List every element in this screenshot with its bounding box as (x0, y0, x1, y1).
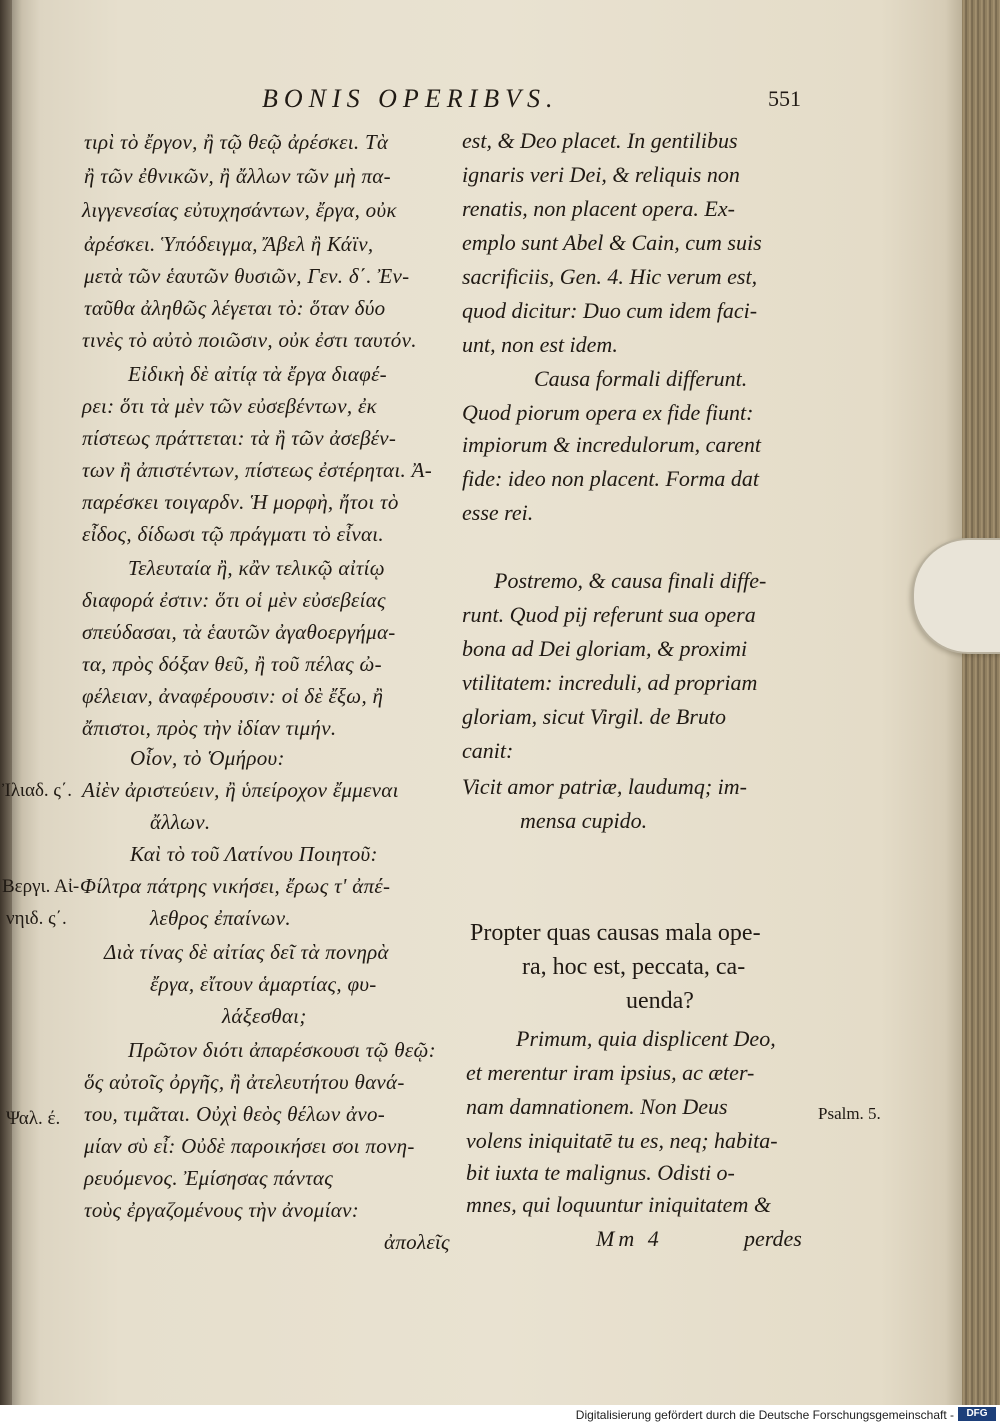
greek-line: ταῦθα ἀληθῶς λέγεται τὸ: ὅταν δύο (84, 296, 386, 320)
latin-line: vtilitatem: increduli, ad propriam (462, 670, 758, 695)
greek-line: ἀρέσκει. Ὑπόδειγμα, Ἄβελ ἢ Κάϊν, (84, 232, 374, 256)
latin-line: volens iniquitatē tu es, neq; habita- (466, 1128, 778, 1153)
margin-note-psalm: Psalm. 5. (818, 1104, 881, 1123)
margin-note: Ψαλ. έ. (6, 1108, 61, 1129)
greek-line: φέλειαν, ἀναφέρουσιν: οἱ δὲ ἔξω, ἢ (82, 684, 384, 708)
greek-line: ἄπιστοι, πρὸς τὴν ἰδίαν τιμήν. (82, 716, 337, 740)
heading-line: ra, hoc est, peccata, ca- (522, 954, 746, 980)
greek-line: ἀπολεῖς (384, 1230, 450, 1254)
latin-line: unt, non est idem. (462, 332, 618, 357)
greek-line: παρέσκει τοιγαρδν. Ἡ μορφὴ, ἤτοι τὸ (82, 490, 399, 514)
greek-line: ρει: ὅτι τὰ μὲν τῶν εὐσεβέντων, ἐκ (82, 394, 377, 418)
latin-line: Vicit amor patriæ, laudumq; im- (462, 774, 747, 799)
greek-line: Οἷον, τὸ Ὁμήρου: (130, 746, 285, 770)
latin-line: canit: (462, 738, 514, 763)
greek-line: των ἢ ἀπιστέντων, πίστεως ἐστέρηται. Ἀ- (82, 458, 433, 482)
greek-line: ρευόμενος. Ἐμίσησας πάντας (84, 1166, 334, 1190)
greek-line: τινὲς τὸ αὐτὸ ποιῶσιν, οὐκ ἐστι ταυτόν. (82, 328, 417, 352)
greek-line: ὅς αὐτοῖς ὀργῆς, ἢ ἀτελευτήτου θανά- (84, 1070, 405, 1094)
greek-line: τα, πρὸς δόξαν θεῦ, ἢ τοῦ πέλας ὠ- (82, 652, 382, 676)
latin-line: nam damnationem. Non Deus (466, 1094, 728, 1119)
greek-line: Αἰὲν ἀριστεύειν, ἢ ὑπείροχον ἔμμεναι (82, 778, 399, 802)
margin-note: Ἰλιαδ. ς΄. (2, 780, 73, 801)
greek-line: πίστεως πράττεται: τὰ ἢ τῶν ἀσεβέν- (82, 426, 397, 450)
greek-line: Φίλτρα πάτρης νικήσει, ἔρως τ' ἀπέ- (80, 874, 391, 898)
greek-line: Πρῶτον διότι ἀπαρέσκουσι τῷ θεῷ: (128, 1038, 436, 1062)
greek-line: ἄλλων. (150, 810, 211, 834)
page-number: 551 (768, 86, 801, 111)
page-edges (962, 0, 1000, 1405)
latin-line: quod dicitur: Duo cum idem faci- (462, 298, 758, 323)
greek-line: μίαν σὺ εἶ: Οὐδὲ παροικήσει σοι πονη- (84, 1134, 415, 1158)
latin-line: emplo sunt Abel & Cain, cum suis (462, 230, 762, 255)
latin-line: esse rei. (462, 500, 534, 525)
latin-line: mensa cupido. (520, 808, 648, 833)
greek-line: Τελευταία ἢ, κἂν τελικῷ αἰτίῳ (128, 556, 385, 580)
greek-line: λεθρος ἐπαίνων. (150, 906, 291, 930)
greek-line: διαφορά ἐστιν: ὅτι οἱ μὲν εὐσεβείας (82, 588, 386, 612)
latin-line: Causa formali differunt. (534, 366, 748, 391)
dfg-logo: DFG (958, 1407, 996, 1421)
page-tab-marker (912, 538, 1000, 654)
latin-line: et merentur iram ipsius, ac æter- (466, 1060, 755, 1085)
latin-line: Quod piorum opera ex fide fiunt: (462, 400, 754, 425)
heading-line: Propter quas causas mala ope- (470, 920, 761, 946)
margin-note: Βεργι. Αἰ- (2, 876, 80, 897)
greek-line: Διὰ τίνας δὲ αἰτίας δεῖ τὰ πονηρὰ (104, 940, 389, 964)
signature-mark: Mm 4 (596, 1226, 663, 1251)
greek-line: Καὶ τὸ τοῦ Λατίνου Ποιητοῦ: (130, 842, 378, 866)
latin-line: runt. Quod pij referunt sua opera (462, 602, 756, 627)
greek-line: λάξεσθαι; (222, 1004, 307, 1028)
latin-line: Primum, quia displicent Deo, (516, 1026, 776, 1051)
greek-line: Εἰδικὴ δὲ αἰτίᾳ τὰ ἔργα διαφέ- (128, 362, 387, 386)
catchword: perdes (744, 1226, 802, 1251)
running-title: BONIS OPERIBVS. (262, 84, 559, 113)
latin-line: gloriam, sicut Virgil. de Bruto (462, 704, 726, 729)
greek-line: τοὺς ἐργαζομένους τὴν ἀνομίαν: (84, 1198, 359, 1222)
greek-line: σπεύδασαι, τὰ ἑαυτῶν ἀγαθοεργήμα- (82, 620, 396, 644)
binding-gutter (0, 0, 12, 1405)
latin-line: bona ad Dei gloriam, & proximi (462, 636, 748, 661)
latin-line: bit iuxta te malignus. Odisti o- (466, 1160, 735, 1185)
latin-line: sacrificiis, Gen. 4. Hic verum est, (462, 264, 758, 289)
footer-credit: Digitalisierung gefördert durch die Deutsche Forschungsgemeinschaft - (575, 1408, 954, 1422)
latin-line: ignaris veri Dei, & reliquis non (462, 162, 740, 187)
greek-line: εἶδος, δίδωσι τῷ πράγματι τὸ εἶναι. (82, 522, 384, 546)
latin-line: Postremo, & causa finali diffe- (494, 568, 767, 593)
latin-line: impiorum & incredulorum, carent (462, 432, 762, 457)
margin-note: νηιδ. ς΄. (6, 908, 67, 929)
latin-line: mnes, qui loquuntur iniquitatem & (466, 1192, 771, 1217)
greek-line: του, τιμᾶται. Οὐχὶ θεὸς θέλων ἀνο- (84, 1102, 386, 1126)
greek-line: τιρὶ τὸ ἔργον, ἢ τῷ θεῷ ἀρέσκει. Τὰ (84, 130, 389, 154)
greek-line: λιγγενεσίας εὐτυχησάντων, ἔργα, οὐκ (82, 198, 397, 222)
greek-line: μετὰ τῶν ἑαυτῶν θυσιῶν, Γεν. δ΄. Ἐν- (84, 264, 410, 288)
heading-line: uenda? (626, 988, 694, 1014)
greek-line: ἢ τῶν ἐθνικῶν, ἢ ἄλλων τῶν μὴ πα- (84, 164, 391, 188)
latin-line: fide: ideo non placent. Forma dat (462, 466, 759, 491)
footer-bar (0, 1405, 1000, 1424)
latin-line: renatis, non placent opera. Ex- (462, 196, 735, 221)
greek-line: ἔργα, εἴτουν ἁμαρτίας, φυ- (150, 972, 377, 996)
latin-line: est, & Deo placet. In gentilibus (462, 128, 738, 153)
